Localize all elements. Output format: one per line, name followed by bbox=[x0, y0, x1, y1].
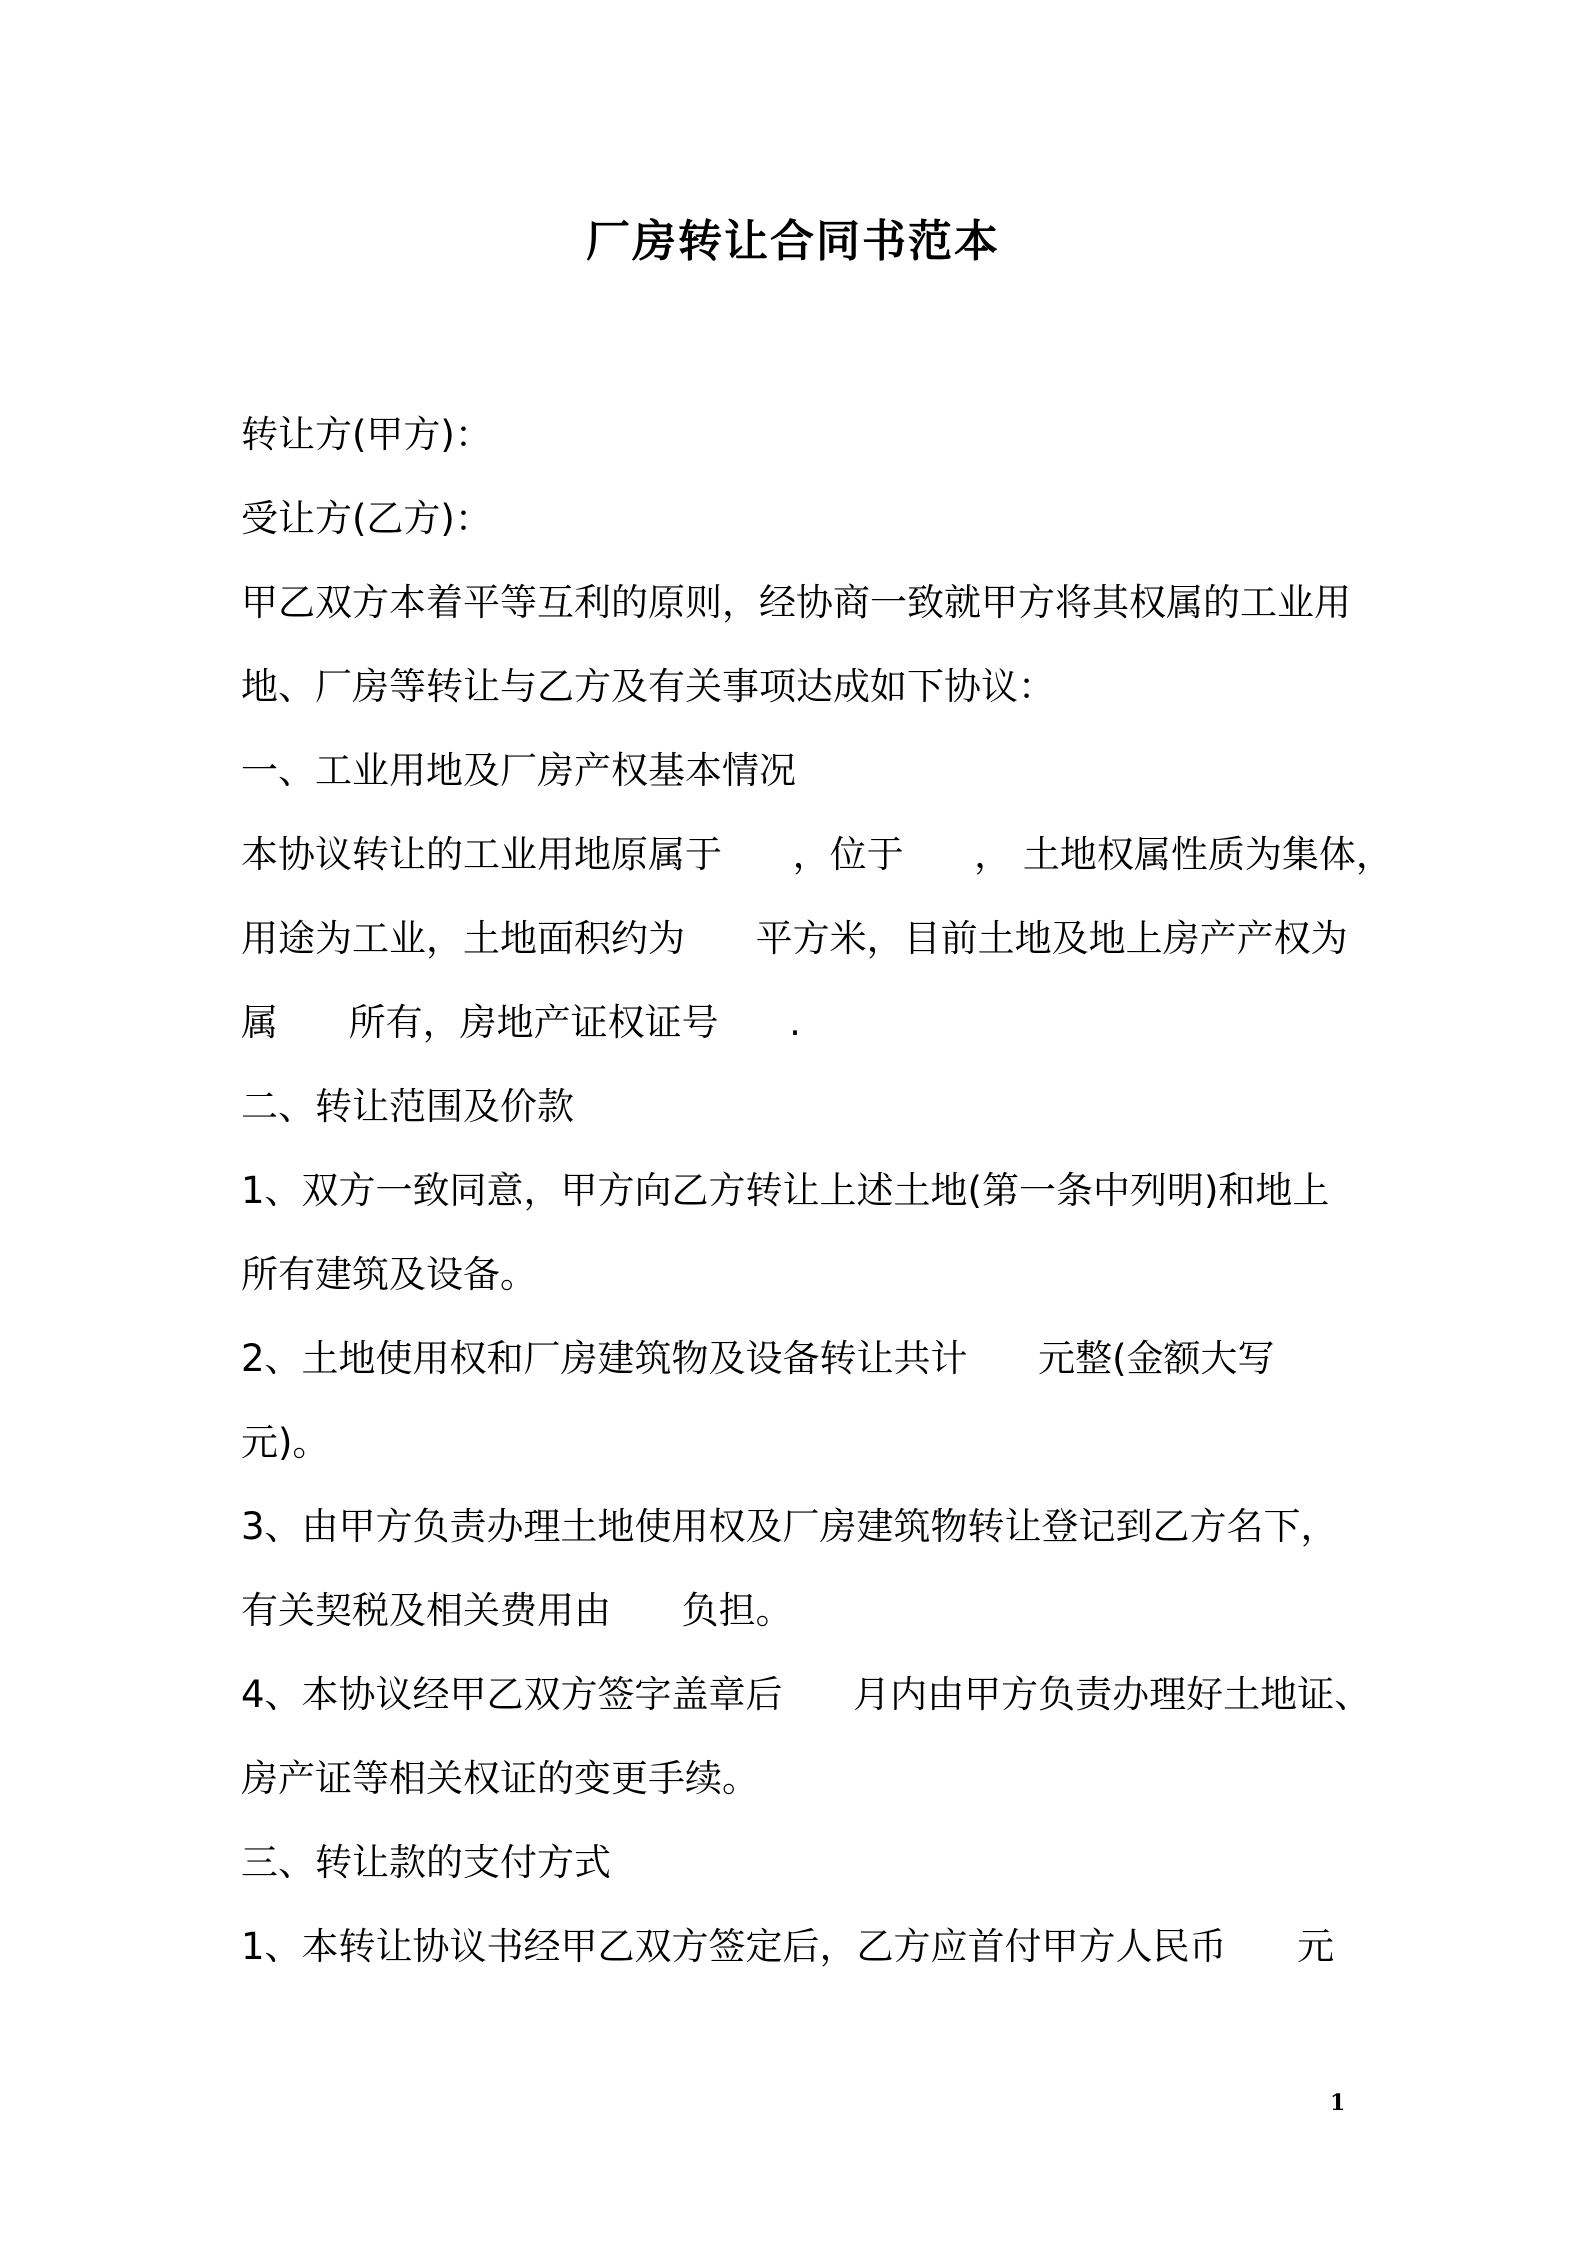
page-number: 1 bbox=[1330, 2090, 1346, 2116]
section-1-line-3: 属 所有，房地产证权证号 . bbox=[241, 1001, 801, 1044]
section-1-line-2: 用途为工业，土地面积约为 平方米，目前土地及地上房产产权为 bbox=[241, 917, 1348, 960]
party-a-line: 转让方(甲方)： bbox=[241, 413, 492, 456]
preamble-line-1: 甲乙双方本着平等互利的原则，经协商一致就甲方将其权属的工业用 bbox=[241, 581, 1351, 624]
section-3-heading: 三、转让款的支付方式 bbox=[241, 1841, 611, 1884]
clause-2-3-line-1: 3、由甲方负责办理土地使用权及厂房建筑物转让登记到乙方名下， bbox=[241, 1505, 1338, 1548]
document-title: 厂房转让合同书范本 bbox=[586, 216, 1000, 267]
section-1-line-1: 本协议转让的工业用地原属于 ，位于 ， 土地权属性质为集体， bbox=[241, 833, 1393, 876]
clause-2-1-line-1: 1、双方一致同意，甲方向乙方转让上述土地(第一条中列明)和地上 bbox=[241, 1169, 1330, 1212]
clause-2-1-line-2: 所有建筑及设备。 bbox=[241, 1253, 537, 1296]
section-1-heading: 一、工业用地及厂房产权基本情况 bbox=[241, 749, 796, 792]
clause-2-2-line-2: 元)。 bbox=[241, 1421, 330, 1464]
clause-2-4-line-1: 4、本协议经甲乙双方签字盖章后 月内由甲方负责办理好土地证、 bbox=[241, 1673, 1372, 1716]
section-2-heading: 二、转让范围及价款 bbox=[241, 1085, 574, 1128]
clause-2-3-line-2: 有关契税及相关费用由 负担。 bbox=[241, 1589, 793, 1632]
clause-2-4-line-2: 房产证等相关权证的变更手续。 bbox=[241, 1757, 759, 1800]
party-b-line: 受让方(乙方)： bbox=[241, 497, 492, 540]
clause-3-1-line-1: 1、本转让协议书经甲乙双方签定后，乙方应首付甲方人民币 元 bbox=[241, 1925, 1335, 1968]
preamble-line-2: 地、厂房等转让与乙方及有关事项达成如下协议： bbox=[241, 665, 1055, 708]
clause-2-2-line-1: 2、土地使用权和厂房建筑物及设备转让共计 元整(金额大写 bbox=[241, 1337, 1275, 1380]
